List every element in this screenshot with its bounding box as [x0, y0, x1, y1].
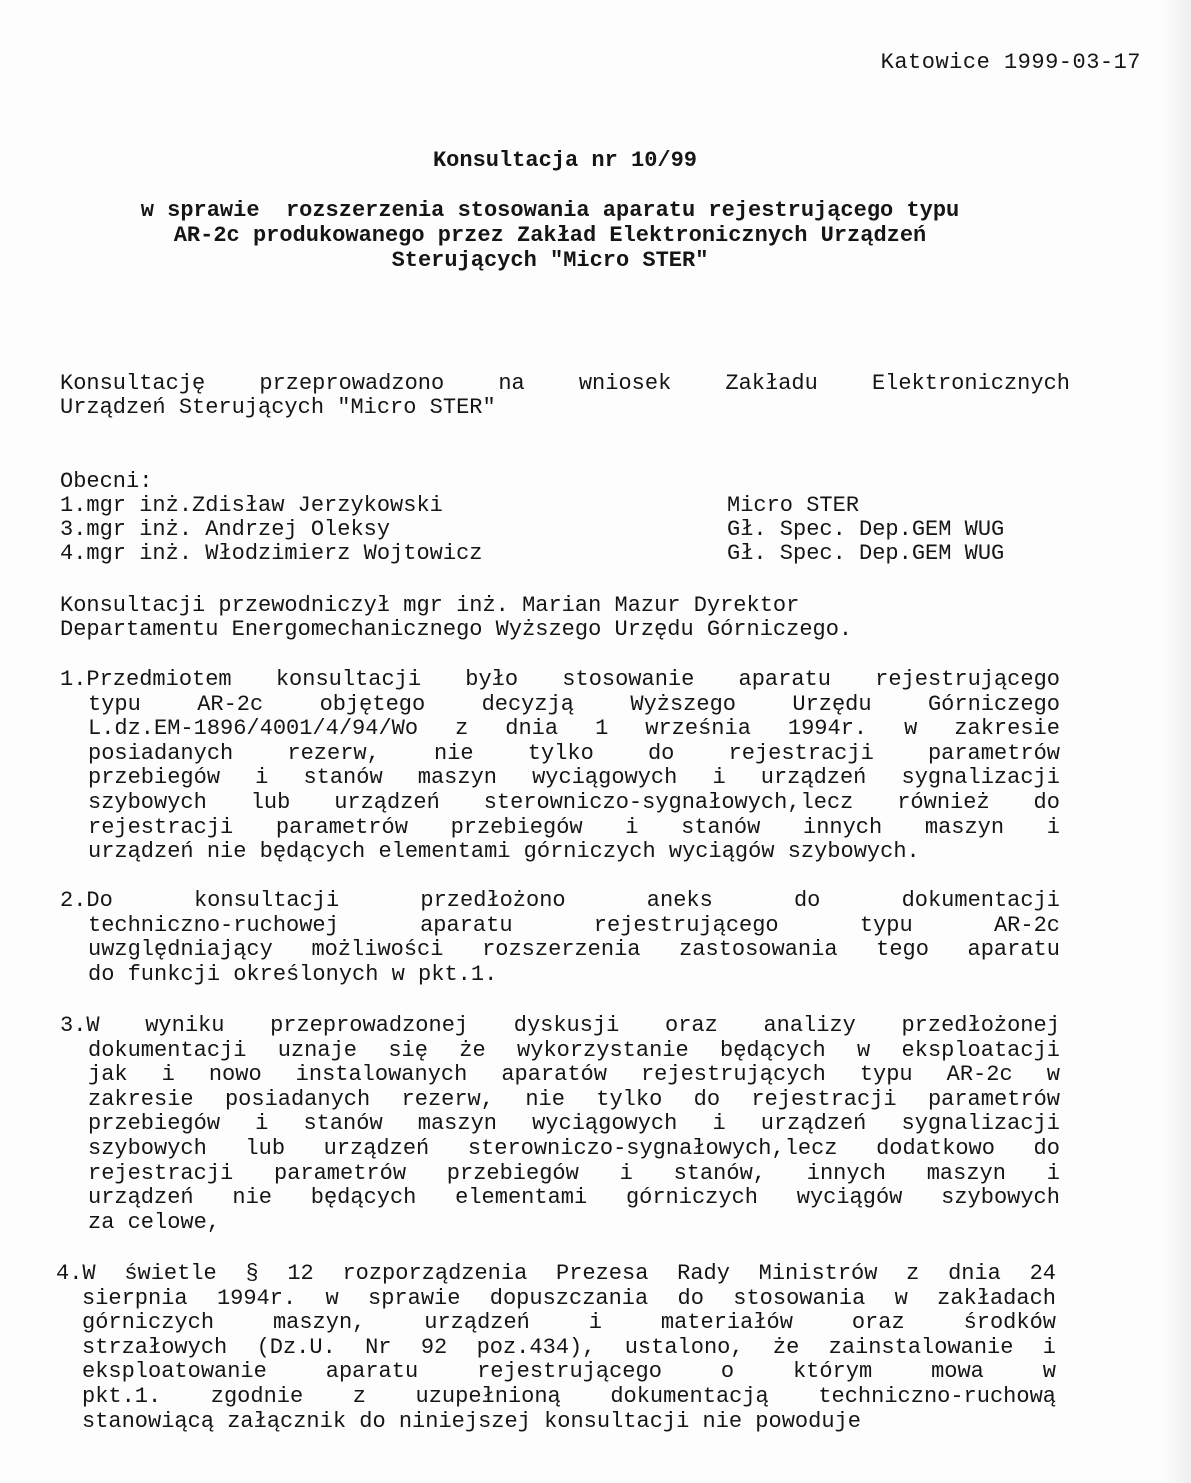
document-title: Konsultacja nr 10/99	[432, 148, 698, 173]
chair-line: Konsultacji przewodniczył mgr inż. Marian Mazur Dyrektor	[60, 593, 800, 618]
point-line: 1.Przedmiotem konsultacji było stosowanie aparatu rejestrującego	[60, 667, 1060, 692]
point-line: stanowiącą załącznik do niniejszej konsultacji nie powoduje	[82, 1408, 861, 1434]
point-line: techniczno-ruchowej aparatu rejestrującego typu AR-2c	[88, 912, 1060, 938]
point-line: za celowe,	[88, 1209, 221, 1235]
point-line: zakresie posiadanych rezerw, nie tylko do rejestracji parametrów	[88, 1086, 1060, 1112]
point-line: górniczych maszyn, urządzeń i materiałów oraz środków	[82, 1310, 1056, 1336]
point-2	[60, 889, 1060, 987]
point-line: uwzględniający możliwości rozszerzenia zastosowania tego aparatu	[88, 937, 1060, 963]
point-line: dokumentacji uznaje się że wykorzystanie będących w eksploatacji	[88, 1037, 1060, 1063]
point-line: L.dz.EM-1896/4001/4/94/Wo z dnia 1 września 1994r. w zakresie	[88, 716, 1060, 742]
point-line: 4.W świetle § 12 rozporządzenia Prezesa Rady Ministrów z dnia 24	[56, 1261, 1056, 1286]
attendees-section	[60, 470, 1070, 566]
point-line: strzałowych (Dz.U. Nr 92 poz.434), ustalono, że zainstalowanie i	[82, 1334, 1056, 1360]
attendee-name: 1.mgr inż.Zdisław Jerzykowski	[60, 493, 443, 518]
intro-line: Konsultację przeprowadzono na wniosek Zakładu Elektronicznych	[60, 371, 1070, 396]
point-line: 3.W wyniku przeprowadzonej dyskusji oraz analizy przedłożonej	[60, 1013, 1060, 1038]
attendee-name: 3.mgr inż. Andrzej Oleksy	[60, 517, 391, 542]
point-line: pkt.1. zgodnie z uzupełnioną dokumentacją techniczno-ruchową	[82, 1383, 1056, 1409]
intro-line: Urządzeń Sterujących "Micro STER"	[60, 395, 496, 420]
point-3	[60, 1014, 1060, 1235]
point-line: sierpnia 1994r. w sprawie dopuszczania do stosowania w zakładach	[82, 1285, 1056, 1311]
point-line: typu AR-2c objętego decyzją Wyższego Urzędu Górniczego	[88, 691, 1060, 717]
attendee-name: 4.mgr inż. Włodzimierz Wojtowicz	[60, 541, 483, 566]
attendee-org: Gł. Spec. Dep.GEM WUG	[727, 517, 1005, 542]
attendee-row	[60, 494, 1070, 518]
page-edge-shadow	[1161, 0, 1191, 1483]
point-line: do funkcji określonych w pkt.1.	[88, 961, 498, 987]
point-4	[56, 1262, 1056, 1434]
document-subject	[40, 198, 1060, 273]
point-line: przebiegów i stanów maszyn wyciągowych i urządzeń sygnalizacji	[88, 1111, 1060, 1137]
intro-paragraph	[60, 372, 1070, 420]
point-line: rejestracji parametrów przebiegów i stanów, innych maszyn i	[88, 1160, 1060, 1186]
chair-line: Departamentu Energomechanicznego Wyższego Urzędu Górniczego.	[60, 617, 853, 642]
point-line: 2.Do konsultacji przedłożono aneks do dokumentacji	[60, 888, 1060, 913]
attendee-org: Gł. Spec. Dep.GEM WUG	[727, 541, 1005, 566]
subject-line: w sprawie rozszerzenia stosowania aparatu rejestrującego typu	[140, 198, 960, 223]
point-line: urządzeń nie będących elementami górniczych wyciągów szybowych.	[88, 839, 920, 865]
attendee-row	[60, 542, 1070, 566]
chair-paragraph	[60, 594, 1070, 642]
point-line: przebiegów i stanów maszyn wyciągowych i urządzeń sygnalizacji	[88, 765, 1060, 791]
point-line: rejestracji parametrów przebiegów i stanów innych maszyn i	[88, 814, 1060, 840]
attendee-org: Micro STER	[727, 493, 860, 518]
point-line: posiadanych rezerw, nie tylko do rejestracji parametrów	[88, 740, 1060, 766]
attendee-row	[60, 518, 1070, 542]
attendees-heading: Obecni:	[60, 469, 153, 494]
point-line: szybowych lub urządzeń sterowniczo-sygnałowych,lecz dodatkowo do	[88, 1135, 1060, 1161]
subject-line: AR-2c produkowanego przez Zakład Elektronicznych Urządzeń	[173, 223, 927, 248]
point-line: jak i nowo instalowanych aparatów rejestrujących typu AR-2c w	[88, 1062, 1060, 1088]
point-line: eksploatowanie aparatu rejestrującego o którym mowa w	[82, 1359, 1056, 1385]
subject-line: Sterujących "Micro STER"	[391, 248, 709, 273]
document-date: Katowice 1999-03-17	[880, 50, 1141, 75]
point-line: szybowych lub urządzeń sterowniczo-sygnałowych,lecz również do	[88, 789, 1060, 815]
point-1	[60, 668, 1060, 865]
point-line: urządzeń nie będących elementami górniczych wyciągów szybowych	[88, 1185, 1060, 1211]
